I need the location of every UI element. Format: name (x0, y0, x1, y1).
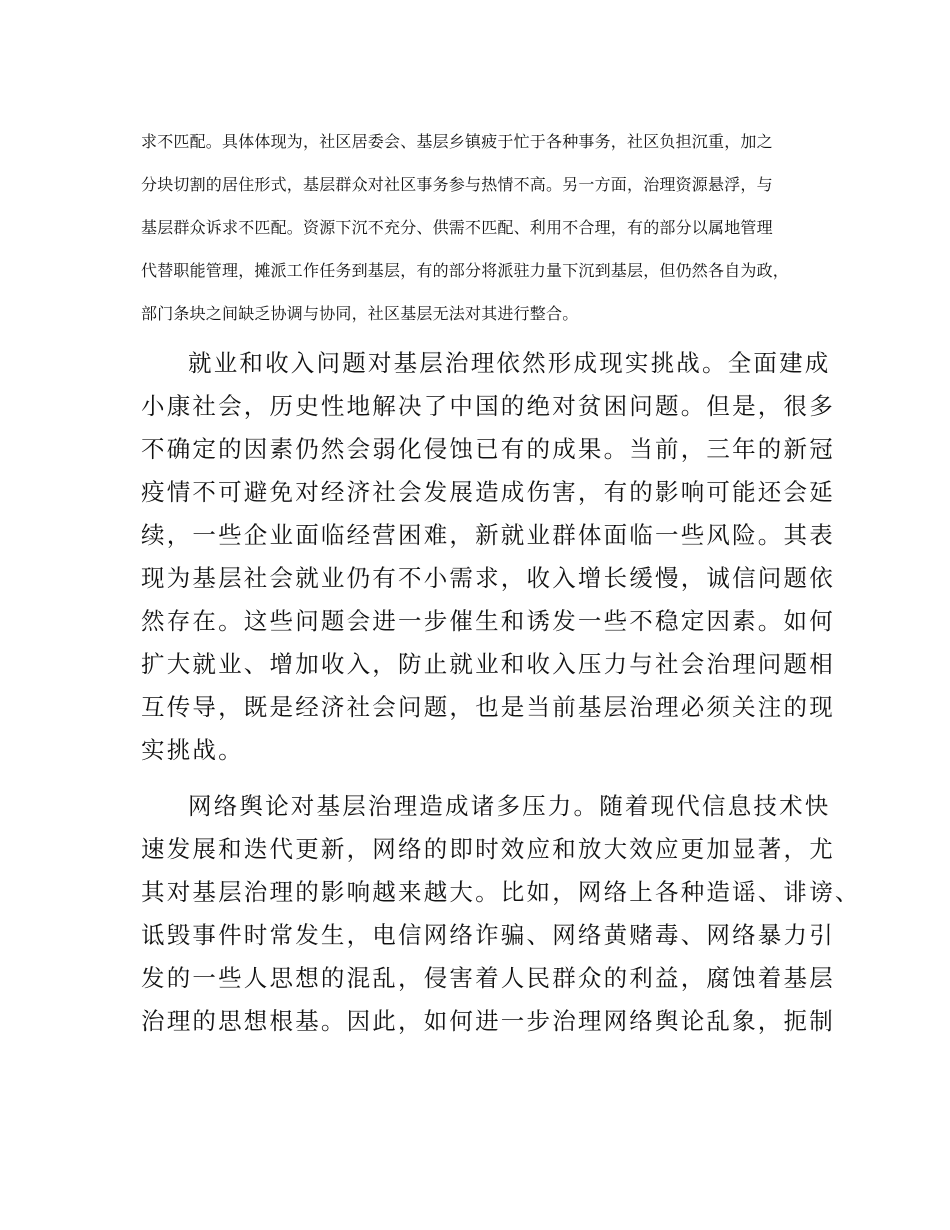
paragraph-line: 然存在。这些问题会进一步催生和诱发一些不稳定因素。如何 (141, 607, 835, 635)
body-text-line: 求不匹配。具体体现为，社区居委会、基层乡镇疲于忙于各种事务，社区负担沉重，加之 (141, 132, 773, 151)
paragraph-line: 其对基层治理的影响越来越大。比如，网络上各种造谣、诽谤、 (141, 878, 861, 906)
body-text-line: 代替职能管理，摊派工作任务到基层，有的部分将派驻力量下沉到基层，但仍然各自为政， (141, 261, 790, 280)
body-text-line: 分块切割的居住形式，基层群众对社区事务参与热情不高。另一方面，治理资源悬浮，与 (141, 175, 773, 194)
paragraph-line: 互传导，既是经济社会问题，也是当前基层治理必须关注的现 (141, 693, 835, 721)
paragraph-line: 现为基层社会就业仍有不小需求，收入增长缓慢，诚信问题依 (141, 564, 835, 592)
paragraph-line: 就业和收入问题对基层治理依然形成现实挑战。全面建成 (188, 349, 831, 377)
paragraph-line: 小康社会，历史性地解决了中国的绝对贫困问题。但是，很多 (141, 392, 835, 420)
paragraph-line: 实挑战。 (141, 736, 244, 764)
paragraph-line: 速发展和迭代更新，网络的即时效应和放大效应更加显著，尤 (141, 835, 835, 863)
paragraph-line: 续，一些企业面临经营困难，新就业群体面临一些风险。其表 (141, 521, 835, 549)
paragraph-line: 疫情不可避免对经济社会发展造成伤害，有的影响可能还会延 (141, 478, 835, 506)
paragraph-line: 不确定的因素仍然会弱化侵蚀已有的成果。当前，三年的新冠 (141, 435, 835, 463)
paragraph-line: 扩大就业、增加收入，防止就业和收入压力与社会治理问题相 (141, 650, 835, 678)
paragraph-line: 诋毁事件时常发生，电信网络诈骗、网络黄赌毒、网络暴力引 (141, 921, 835, 949)
paragraph-line: 治理的思想根基。因此，如何进一步治理网络舆论乱象，扼制 (141, 1007, 835, 1035)
body-text-line: 部门条块之间缺乏协调与协同，社区基层无法对其进行整合。 (141, 304, 579, 323)
paragraph-line: 网络舆论对基层治理造成诸多压力。随着现代信息技术快 (188, 792, 831, 820)
body-text-line: 基层群众诉求不匹配。资源下沉不充分、供需不匹配、利用不合理，有的部分以属地管理 (141, 218, 773, 237)
paragraph-line: 发的一些人思想的混乱，侵害着人民群众的利益，腐蚀着基层 (141, 964, 835, 992)
